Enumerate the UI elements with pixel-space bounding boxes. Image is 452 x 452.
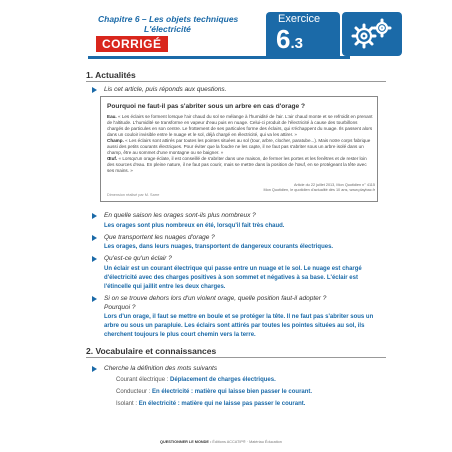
- question: Si on se trouve dehors lors d'un violent orage, quelle position faut-il adopter ?: [104, 295, 327, 302]
- section-2-instruction: Cherche la définition des mots suivants: [104, 365, 218, 372]
- bullet-icon: [92, 366, 97, 372]
- answer: Les orages sont plus nombreux en été, lorsqu'il fait très chaud.: [104, 223, 285, 229]
- bullet-icon: [92, 296, 97, 302]
- article-paragraph: Champ. « Les éclairs sont attirés par toutes les pointes situées au sol (tour, arbre, clocher, paratube...). Mais notre corps fabrique aussi des petits courants électriques. Pour éviter que la foudre ne les capte, il ne faut pas s'abriter sous un arbre isolé dans un champ, être au sommet d'une montagne ou se baigner. »: [107, 138, 371, 155]
- exercise-number: 6.3: [276, 24, 303, 54]
- article-note: Dimension réalisé par M. Sarre: [107, 193, 160, 197]
- article-paragraph: Eau. « Les éclairs se forment lorsque l'air chaud du sol se mélange à l'humidité de l'air. L'air chaud monte et se refroidit en prenant de l'altitude. L'humidité se transforme en vapeur d'eau puis en nuage. Celui-ci produit de l'électricité à cause des tourbillons chargés de particules en son centre. Le frottement de ses particules forme des éclairs, qui s'échappent du nuage. Ils passent alors dans un couloir invisible entre le nuage et le sol, déjà chargé en électricité, qui va les attirer. »: [107, 114, 373, 137]
- corrige-badge: CORRIGÉ: [96, 36, 168, 52]
- news-article: [100, 96, 378, 202]
- gears-icon: [346, 16, 398, 52]
- article-source: Article du 22 juillet 2013, Mon Quotidien n° 4115 Mon Quotidien, le quotidien d'actualité dès 10 ans, www.playbac.fr: [263, 183, 375, 192]
- chapter-subtitle: L'électricité: [144, 24, 191, 34]
- bullet-icon: [92, 256, 97, 262]
- answer: Un éclair est un courant électrique qui passe entre un nuage et le sol. Le nuage est chargé d'électricité avec des charges positives à son sommet et négatives à sa base. L'éclair est l'étincelle qui jaillit entre les deux charges.: [104, 266, 362, 290]
- header-rule: [88, 56, 350, 59]
- bullet-icon: [92, 87, 97, 93]
- article-title: Pourquoi ne faut-il pas s'abriter sous un arbre en cas d'orage ?: [107, 103, 306, 110]
- article-paragraph: Œuf. « Lorsqu'un orage éclate, il est conseillé de s'abriter dans une maison, de fermer les portes et les fenêtres et de rester loin des sources d'eau. En pleine nature, il ne faut pas courir, mais se mettre dans la position de l'œuf, en se protégeant la tête avec ses mains. »: [107, 156, 367, 173]
- exercise-badge: [266, 12, 340, 56]
- answer: Les orages, dans leurs nuages, transportent de dangereux courants électriques.: [104, 244, 334, 250]
- section-2-title: 2. Vocabulaire et connaissances: [86, 346, 217, 356]
- bullet-icon: [92, 213, 97, 219]
- chapter-title: Chapitre 6 – Les objets techniques: [98, 14, 239, 24]
- vocab-item: Isolant : En électricité : matière qui ne laisse pas passer le courant.: [116, 401, 306, 407]
- vocab-item: Courant électrique : Déplacement de charges électriques.: [116, 377, 276, 383]
- section-1-rule: [86, 81, 386, 82]
- vocab-item: Conducteur : En électricité : matière qui laisse bien passer le courant.: [116, 389, 313, 395]
- page-header: [88, 12, 428, 62]
- section-1-instruction: Lis cet article, puis réponds aux questions.: [104, 86, 227, 93]
- page-footer: QUESTIONNER LE MONDE • Éditions ACCATIP® · Matériau Éducation: [160, 440, 282, 444]
- gears-panel: [342, 12, 402, 56]
- bullet-icon: [92, 235, 97, 241]
- question: Qu'est-ce qu'un éclair ?: [104, 255, 172, 262]
- article-body: [107, 114, 373, 174]
- answer: Lors d'un orage, il faut se mettre en boule et se protéger la tête. Il ne faut pas s'abriter sous un arbre ou sous un parapluie. Les éclairs sont attirés par toutes les pointes situées au sol, ils cherchent toujours le plus court chemin vers la terre.: [104, 314, 374, 338]
- section-1-title: 1. Actualités: [86, 70, 136, 80]
- question: En quelle saison les orages sont-ils plus nombreux ?: [104, 212, 256, 219]
- exercise-label: Exercice: [278, 13, 321, 25]
- question-followup: Pourquoi ?: [104, 304, 136, 311]
- question: Que transportent les nuages d'orage ?: [104, 234, 215, 241]
- section-2-rule: [86, 357, 386, 358]
